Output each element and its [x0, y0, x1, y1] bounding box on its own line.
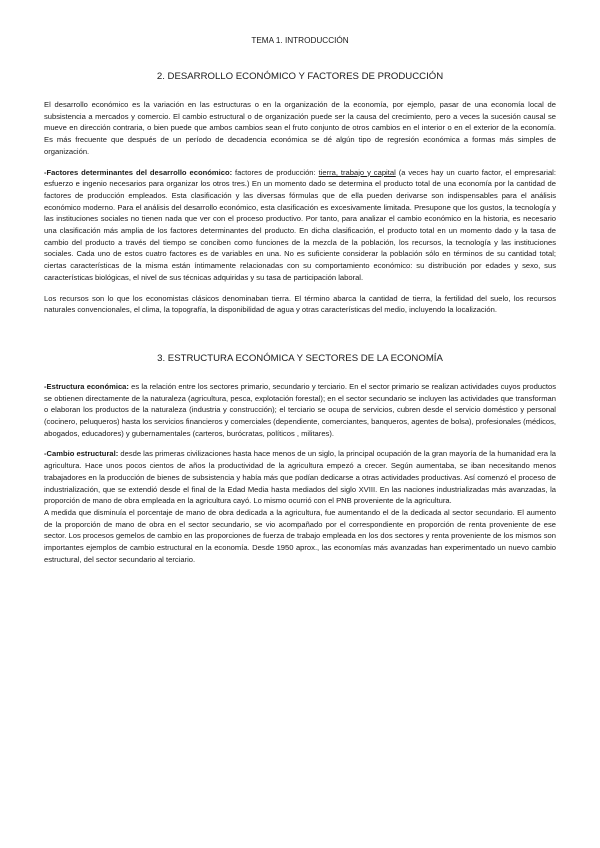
factores-text-b: (a veces hay un cuarto factor, el empresarial: esfuerzo e ingenio necesarios para organizar los otros tres.) En un momento dado se determina el producto total de una economía por la cantidad de factores de producción empleados. Esta clasificación y las diversas fórmulas que de ella pueden derivarse son indispensables para el análisis económico moderno. Para el análisis del desarrollo económico, esta clasificación es excesivamente limitada. Presupone que los gustos, la tecnología y las instituciones sociales no tienen nada que ver con el proceso productivo. Por tanto, para analizar el cambio económico en la historia, es necesario una clasificación más amplia de los factores determinantes del producto. En dicha clasificación, el producto total en un momento dado y la tasa de cambio del producto a través del tiempo se conciben como funciones de la mezcla de la población, los recursos, la tecnología y las instituciones sociales. Cada uno de estos cuatro factores es de variables en una. No es suficiente considerar la población sólo en términos de su cantidad total; ciertas características de la misma están íntimamente relacionadas con su comportamiento económico: su distribución por edades y sexo, sus características biológicas, el nivel de sus técnicas adquiridas y su tasa de participación laboral. [44, 167, 556, 282]
factores-underlined: tierra, trabajo y capital [318, 167, 396, 177]
cambio-lead: -Cambio estructural: [44, 449, 119, 459]
estructura-text: es la relación entre los sectores primario, secundario y terciario. En el sector primario se realizan actividades cuyos productos se obtienen directamente de la naturaleza (agricultura, pesca, explotación forestal); en el sector secundario se incluyen las actividades que transforman o elaboran los productos de la naturaleza (industria y construcción); el terciario se ocupa de servicios, cubren desde el servicio doméstico y personal (cocinero, peluqueros) hasta los servicios financieros y comerciales (dependiente, comerciantes, banqueros, agentes de bolsa), profesionales (médicos, abogados, educadores) y gubernamentales (carteros, burócratas, políticos , militares). [44, 381, 557, 438]
cambio-text: desde las primeras civilizaciones hasta hace menos de un siglo, la principal ocupación de la gran mayoría de la humanidad era la agricultura. Hace unos pocos cientos de años la productividad de la agricultura empezó a crecer. Según aumentaba, se iban necesitando menos trabajadores en la producción de bienes de subsistencia y había más que podían dedicarse a otras actividades productivas. Así comenzó el proceso de industrialización, que se extendió desde el final de la Edad Media hasta mediados del siglo XVIII. En las naciones industrializadas más avanzadas, la proporción de mano de obra empleada en la agricultura cayó. Lo mismo ocurrió con el PNB proveniente de la agricultura. [44, 449, 557, 506]
section-3-heading: 3. ESTRUCTURA ECONÓMICA Y SECTORES DE LA ECONOMÍA [157, 352, 443, 364]
section-2-paragraph-3: Los recursos son lo que los economistas clásicos denominaban tierra. El término abarca la cantidad de tierra, la fertilidad del suelo, los recursos naturales convencionales, el clima, la topografía, la disponibilidad de agua y otras características del medio, incluyendo la localización. [44, 293, 556, 315]
section-2-paragraph-2 [44, 167, 556, 284]
estructura-lead: -Estructura económica: [44, 381, 129, 391]
factores-text-a: factores de producción: [232, 167, 319, 177]
section-3-paragraph-2 [44, 448, 556, 507]
section-spacer [44, 325, 556, 353]
section-3-paragraph-1 [44, 381, 556, 440]
section-2-paragraph-1: El desarrollo económico es la variación en las estructuras o en la organización de la economía, por ejemplo, pasar de una economía local de subsistencia a mercados y comercio. El cambio estructural o de organización puede ser la causa del crecimiento, pero a veces la sucesión causal se mueve en dirección contraria, o bien puede que ambos cambios sean el fruto conjunto de otros cambios en el interior o en el exterior de la economía. Es más frecuente que después de un período de decadencia económica se dé algún tipo de regresión económica a formas más simples de organización. [44, 100, 556, 156]
section-3-paragraph-3: A medida que disminuía el porcentaje de mano de obra dedicada a la agricultura, fue aumentando el de la dedicada al sector secundario. El aumento de la proporción de mano de obra en el sector secundario, se vio acompañado por el correspondiente en proporción de renta proveniente de ese sector. Los procesos gemelos de cambio en las proporciones de fuerza de trabajo empleada en los dos sectores y renta proveniente de los mismos son importantes ejemplos de cambio estructural en la economía. Desde 1950 aprox., las economías más avanzadas han experimentado un nuevo cambio estructural, del sector secundario al terciario. [44, 507, 556, 564]
section-2-heading: 2. DESARROLLO ECONÓMICO Y FACTORES DE PRODUCCIÓN [156, 71, 444, 82]
document-title: TEMA 1. INTRODUCCIÓN [251, 36, 349, 45]
factores-lead: -Factores determinantes del desarrollo económico: [44, 167, 233, 177]
